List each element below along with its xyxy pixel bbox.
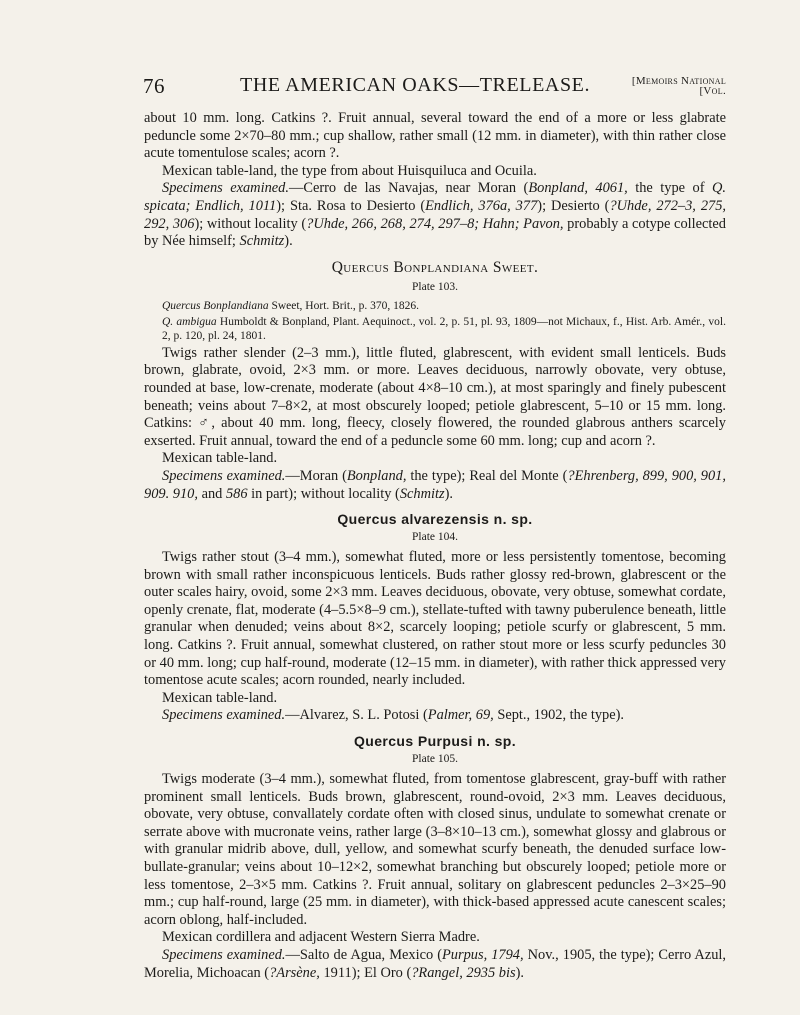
specimens-text: —Cerro de las Navajas, near Moran ( [288, 180, 529, 197]
species-specimens [144, 468, 726, 503]
page-number: 76 [143, 74, 165, 98]
species-range: Mexican cordillera and adjacent Western Sierra Madre. [162, 929, 480, 946]
plate-label: Plate 104. [412, 531, 458, 544]
specimens-lead: Specimens examined. [162, 707, 286, 724]
specimens-text: 1911); El Oro ( [319, 964, 412, 981]
specimen-ref: Q. spicata; Endlich, 1011 [144, 180, 726, 214]
species-range: Mexican table-land. [162, 689, 278, 706]
specimen-ref: ?Uhde, 272–3, 275, 292, 306 [144, 197, 726, 232]
synonym-line [162, 315, 726, 343]
species-specimens [144, 707, 726, 725]
specimen-ref: Bonpland, 4061, [528, 180, 628, 197]
running-title: THE AMERICAN OAKS—TRELEASE. [240, 74, 591, 96]
page [144, 74, 726, 982]
species-heading-alvarezensis: Quercus alvarezensis n. sp. [337, 511, 533, 528]
specimens-text: in part); without locality ( [247, 485, 400, 502]
synonym-citation: Humboldt & Bonpland, Plant. Aequinoct., vol. 2, p. 51, pl. 93, 1809—not Michaux, f., Hist. Arb. Amér., vol. 2, p. 120, pl. 24, 1801. [162, 315, 726, 342]
specimens-text: and [197, 485, 226, 502]
specimens-text: ). [284, 233, 293, 250]
intro-specimens [144, 180, 726, 250]
specimen-ref: ?Ehrenberg, 899, 900, 901, 909. 910, [144, 467, 726, 502]
specimen-ref: Purpus, 1794, [442, 946, 524, 963]
intro-range: Mexican table-land, the type from about Huisquiluca and Ocuila. [162, 162, 537, 179]
species-description: Twigs moderate (3–4 mm.), somewhat fluted, from tomentose glabrescent, gray-buff with rather prominent small lenticels. Buds brown, glabrescent, round-ovoid, 2×3 mm. Leaves deciduous, obovate, very obtuse, convallately cordate often with closed sinus, undulate to somewhat crenate or serrate above with mucronate veins, rather large (3–8×10–13 cm.), somewhat glossy and glabrous or with granular midrib above, dull, yellow, and somewhat scurfy beneath, the denuded surface low-bullate-granular; veins about 10–12×2, somewhat branching but obscurely looped; petiole more or less tomentose, 2–3×5 mm. Catkins ?. Fruit annual, solitary on glabrescent peduncles 2–3×25–90 mm.; cup half-round, large (25 mm. in diameter), with thick-based appressed acute canescent scales; acorn oblong, half-included. [144, 771, 726, 928]
specimens-text: ); Desierto ( [537, 197, 610, 214]
specimen-ref: ?Arsène, [269, 964, 320, 981]
specimens-lead: Specimens examined. [162, 946, 286, 963]
species-heading-bonplandiana: Quercus Bonplandiana Sweet. [331, 258, 539, 276]
specimens-text: the type); Real del Monte ( [406, 467, 568, 484]
species-range: Mexican table-land. [162, 450, 278, 467]
specimen-ref: Schmitz [399, 485, 445, 502]
series-line-1: [Memoirs National [631, 75, 726, 87]
specimen-ref: 586 [225, 485, 248, 502]
plate-label: Plate 103. [412, 280, 458, 293]
plate-label: Plate 105. [412, 753, 458, 766]
specimens-text: ). [444, 485, 453, 502]
series-label [632, 76, 726, 96]
specimen-ref: Bonpland, [346, 467, 407, 484]
specimens-lead: Specimens examined. [162, 467, 286, 484]
specimen-ref: Palmer, 69, [427, 707, 494, 724]
synonym-line [162, 299, 726, 313]
specimens-text: Nov., 1905, the type); Cerro Azul, Morelia, Michoacan ( [144, 946, 727, 981]
specimens-text: ); Sta. Rosa to Desierto ( [276, 197, 426, 214]
specimen-ref: ?Uhde, 266, 268, 274, 297–8; Hahn; Pavon, [306, 215, 564, 232]
species-heading-purpusi: Quercus Purpusi n. sp. [353, 733, 517, 750]
species-specimens [144, 947, 726, 982]
specimens-text: —Salto de Agua, Mexico ( [285, 946, 442, 963]
specimens-text: Sept., 1902, the type). [493, 707, 625, 724]
running-head [144, 74, 726, 104]
series-line-2: [Vol. [699, 85, 726, 97]
species-description: Twigs rather stout (3–4 mm.), somewhat fluted, more or less persistently tomentose, becoming brown with small rather inconspicuous lenticels. Buds rather glossy red-brown, glabrescent or the outer scales hairy, ovoid, some 2×3 mm. Leaves deciduous, obovate, very obtuse, somewhat cordate, openly crenate, flat, moderate (4–5.5×8–9 cm.), stellate-tufted with tawny puberulence beneath, little granular when denuded; veins about 8×2, scarcely looping; petiole scurfy or glabrescent, 5 mm. long. Catkins ?. Fruit annual, somewhat clustered, on rather stout more or less scurfy peduncles 30 or 40 mm. long; cup half-round, moderate (12–15 mm. in diameter), with rather thick appressed very tomentose acute scales; acorn rounded, nearly included. [144, 549, 726, 689]
species-description: Twigs rather slender (2–3 mm.), little fluted, glabrescent, with evident small lenticels. Buds brown, glabrate, ovoid, 2×3 mm. or more. Leaves deciduous, narrowly obovate, very obtuse, rounded at base, low-crenate, moderate (about 4×8–10 cm.), at most sparingly and finely pubescent beneath; veins about 7–8×2, at most obscurely looped; petiole glabrescent, 5–10 or 15 mm. long. Catkins: ♂, about 40 mm. long, fleecy, closely flowered, the rounded glabrous anthers scarcely exserted. Fruit annual, toward the end of a peduncle some 60 mm. long; cup and acorn ?. [144, 344, 726, 449]
intro-description: about 10 mm. long. Catkins ?. Fruit annual, several toward the end of a more or less glabrate peduncle some 2×70–80 mm.; cup shallow, rather small (12 mm. in diameter), with thin rather close acute tomentulose scales; acorn ?. [144, 110, 726, 162]
synonym-name: Q. ambigua [162, 315, 217, 328]
synonym-name: Quercus Bonplandiana [162, 299, 269, 312]
specimens-lead: Specimens examined. [162, 180, 289, 197]
specimen-ref: Endlich, 376a, 377 [425, 197, 538, 214]
specimens-text: —Moran ( [285, 467, 347, 484]
specimens-text: probably a cotype collected by Née himself; [144, 215, 726, 250]
synonym-citation: Sweet, Hort. Brit., p. 370, 1826. [268, 299, 420, 312]
specimens-text: the type of [627, 180, 712, 197]
specimen-ref: ?Rangel, 2935 bis [411, 964, 516, 981]
specimen-ref: Schmitz [239, 233, 285, 250]
specimens-text: —Alvarez, S. L. Potosi ( [285, 707, 428, 724]
specimens-text: ); without locality ( [194, 215, 307, 232]
specimens-text: ). [515, 964, 524, 981]
